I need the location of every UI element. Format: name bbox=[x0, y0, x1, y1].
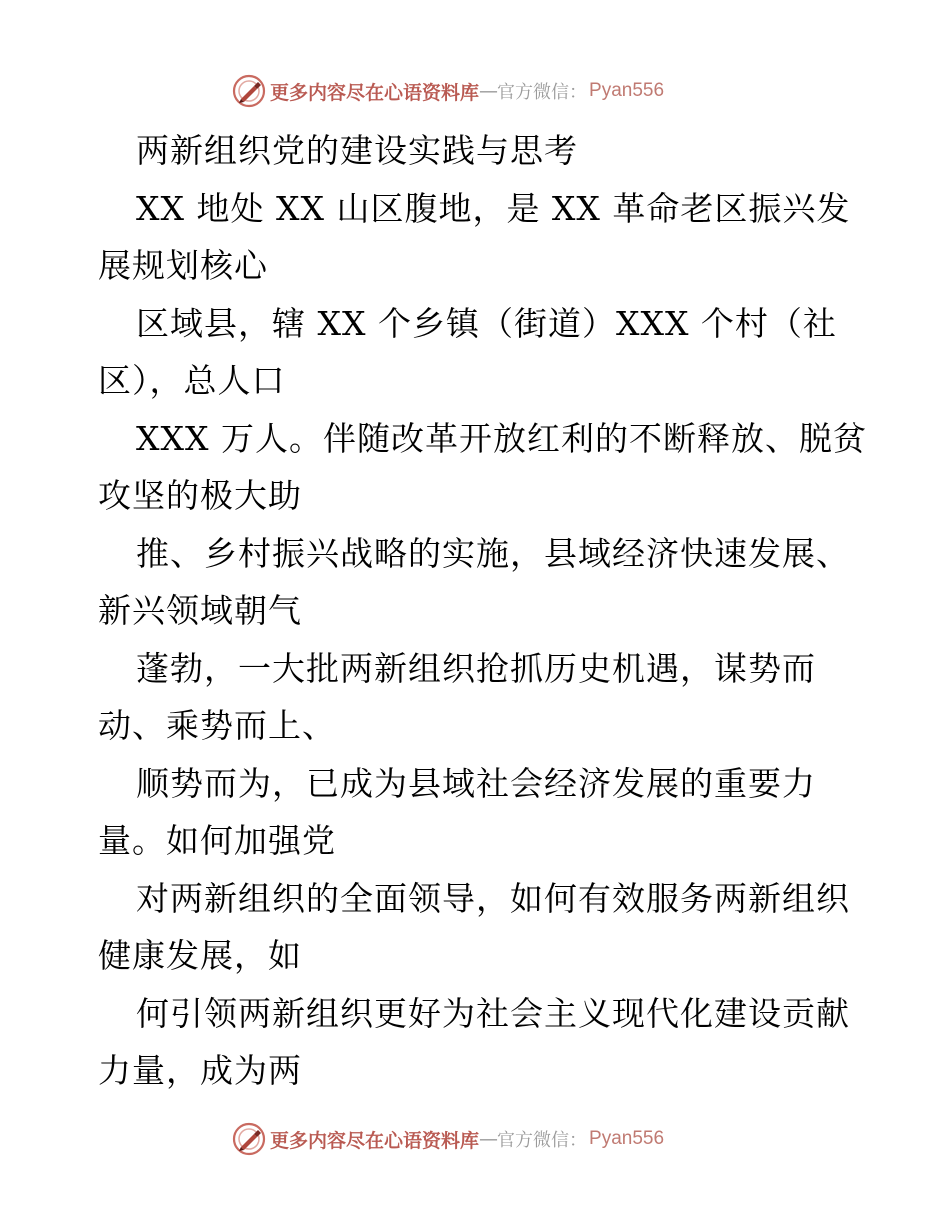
header-separator: — bbox=[479, 80, 498, 102]
header-brand-text: 更多内容尽在心语资料库 bbox=[270, 81, 480, 104]
paragraph-line: 蓬勃，一大批两新组织抢抓历史机遇，谋势而 bbox=[136, 648, 816, 688]
document-title: 两新组织党的建设实践与思考 bbox=[136, 131, 578, 170]
paragraph-line: 何引领两新组织更好为社会主义现代化建设贡献 bbox=[136, 993, 850, 1033]
footer-wechat-id: Pyan556 bbox=[589, 1128, 665, 1149]
footer-separator: — bbox=[479, 1128, 498, 1150]
paragraph-line: 顺势而为，已成为县域社会经济发展的重要力 bbox=[136, 763, 816, 803]
document-body bbox=[98, 122, 867, 1100]
paragraph-line: 动、乘势而上、 bbox=[98, 706, 336, 745]
brand-logo-icon bbox=[232, 1122, 266, 1156]
paragraph-line: 量。如何加强党 bbox=[98, 821, 336, 860]
header-wechat-id: Pyan556 bbox=[589, 80, 665, 101]
header-wechat-label: 官方微信： bbox=[497, 82, 588, 103]
footer-wechat-label: 官方微信： bbox=[497, 1130, 588, 1151]
paragraph-line: 健康发展，如 bbox=[98, 936, 302, 975]
paragraph-line: 展规划核心 bbox=[98, 246, 268, 285]
header-watermark bbox=[232, 73, 664, 109]
paragraph-line: 力量，成为两 bbox=[98, 1051, 302, 1090]
paragraph-line: 区），总人口 bbox=[98, 361, 286, 400]
paragraph-line: XXX 万人。伴随改革开放红利的不断释放、脱贫 bbox=[136, 418, 867, 458]
paragraph-line: 区域县，辖 XX 个乡镇（街道）XXX 个村（社 bbox=[136, 303, 837, 343]
paragraph-line: 攻坚的极大助 bbox=[98, 476, 302, 515]
footer-brand-text: 更多内容尽在心语资料库 bbox=[270, 1129, 480, 1152]
brand-logo-icon bbox=[232, 74, 266, 108]
footer-watermark bbox=[232, 1121, 664, 1157]
paragraph-line: 推、乡村振兴战略的实施，县域经济快速发展、 bbox=[136, 533, 850, 573]
paragraph-line: 对两新组织的全面领导，如何有效服务两新组织 bbox=[136, 878, 850, 918]
paragraph-line: XX 地处 XX 山区腹地，是 XX 革命老区振兴发 bbox=[136, 188, 851, 228]
paragraph-line: 新兴领域朝气 bbox=[98, 591, 302, 630]
